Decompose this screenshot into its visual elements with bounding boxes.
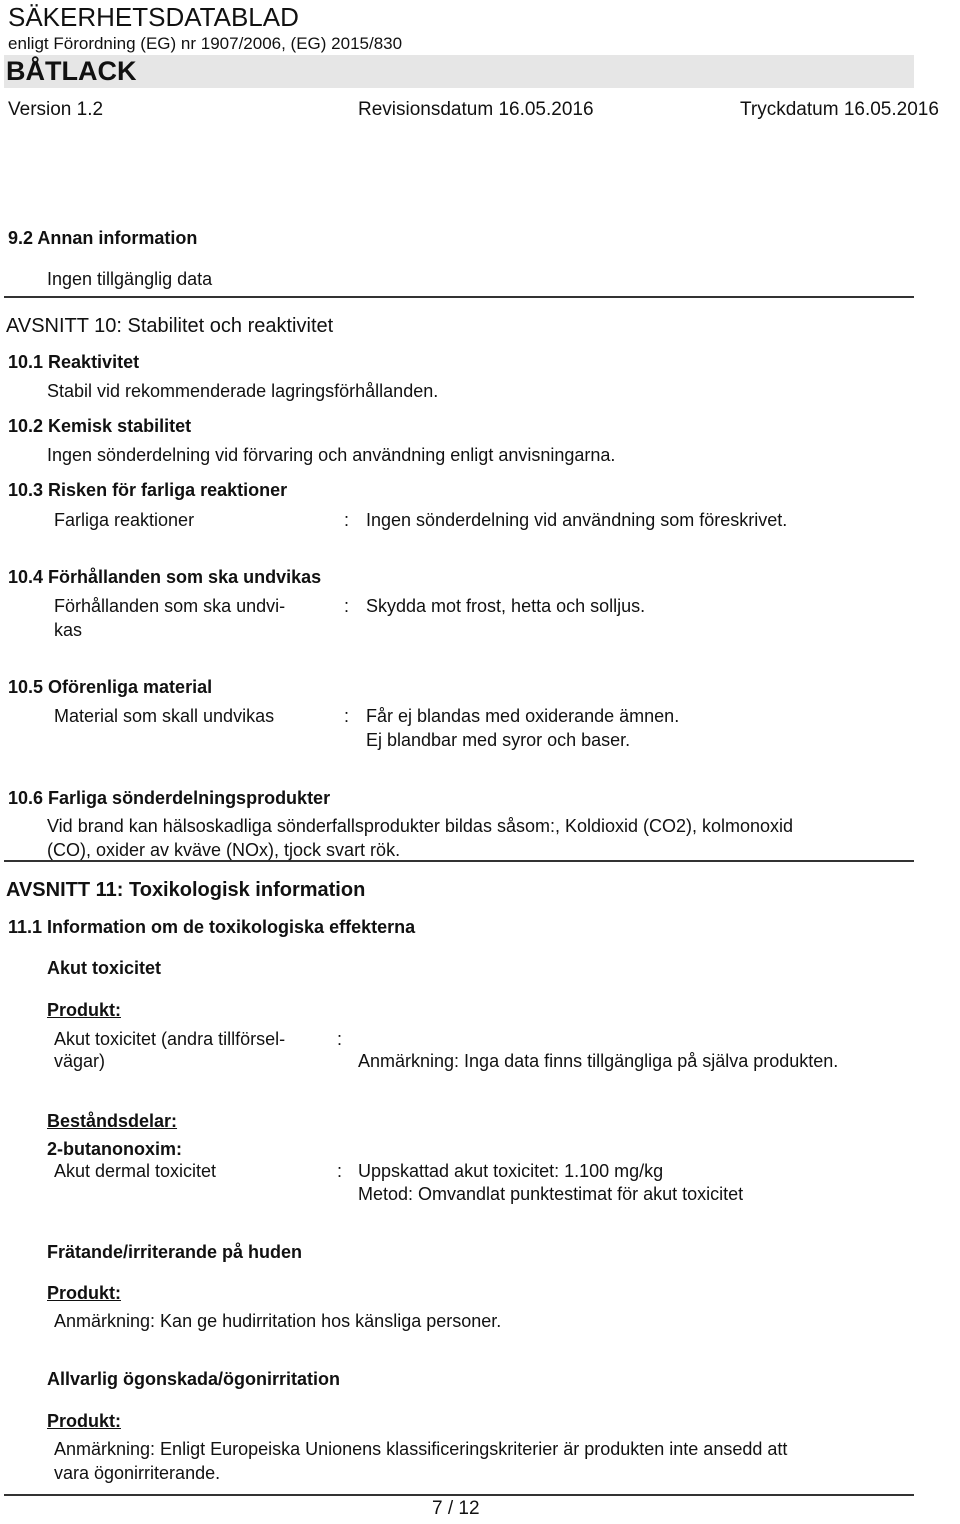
product-name-band xyxy=(4,55,914,88)
text-10-6-line2: (CO), oxider av kväve (NOx), tjock svart rök. xyxy=(47,840,401,860)
footer-divider xyxy=(4,1494,914,1496)
page-number: 7 / 12 xyxy=(432,1498,480,1519)
heading-10-5: 10.5 Oförenliga material xyxy=(8,677,213,697)
heading-acute-toxicity: Akut toxicitet xyxy=(47,958,162,978)
version-label: Version 1.2 xyxy=(8,99,104,120)
text-9-2: Ingen tillgänglig data xyxy=(47,269,213,289)
value-10-4: Skydda mot frost, hetta och solljus. xyxy=(366,596,646,616)
label-10-4-line2: kas xyxy=(54,620,83,640)
colon-10-4: : xyxy=(344,596,350,616)
regulation-reference: enligt Förordning (EG) nr 1907/2006, (EG) 2015/830 xyxy=(8,34,403,53)
colon-10-5: : xyxy=(344,706,350,726)
section-11-title: AVSNITT 11: Toxikologisk information xyxy=(6,879,366,901)
product-label-skin: Produkt: xyxy=(47,1283,121,1303)
colon-dermal: : xyxy=(337,1161,343,1181)
components-label: Beståndsdelar: xyxy=(47,1111,178,1131)
heading-skin-irritation: Frätande/irriterande på huden xyxy=(47,1242,303,1262)
heading-10-3: 10.3 Risken för farliga reaktioner xyxy=(8,480,288,500)
heading-10-6: 10.6 Farliga sönderdelningsprodukter xyxy=(8,788,331,808)
product-label-eye: Produkt: xyxy=(47,1411,121,1431)
value-dermal-line2: Metod: Omvandlat punktestimat för akut toxicitet xyxy=(358,1184,744,1204)
text-10-6-line1: Vid brand kan hälsoskadliga sönderfallsprodukter bildas såsom:, Koldioxid (CO2), kolmonoxid xyxy=(47,816,794,836)
heading-10-1: 10.1 Reaktivitet xyxy=(8,352,140,372)
text-10-2: Ingen sönderdelning vid förvaring och användning enligt anvisningarna. xyxy=(47,445,616,465)
product-label-acute: Produkt: xyxy=(47,1000,121,1020)
colon-10-3: : xyxy=(344,510,350,530)
heading-eye-damage: Allvarlig ögonskada/ögonirritation xyxy=(47,1369,341,1389)
document-title: SÄKERHETSDATABLAD xyxy=(8,2,299,32)
heading-9-2: 9.2 Annan information xyxy=(8,228,198,248)
product-name: BÅTLACK xyxy=(6,56,137,86)
label-10-5: Material som skall undvikas xyxy=(54,706,275,726)
text-eye-line1: Anmärkning: Enligt Europeiska Unionens klassificeringskriterier är produkten inte ansedd att xyxy=(54,1439,788,1459)
text-skin: Anmärkning: Kan ge hudirritation hos känsliga personer. xyxy=(54,1311,502,1331)
value-acute-other-routes: Anmärkning: Inga data finns tillgängliga på själva produkten. xyxy=(358,1051,839,1071)
value-dermal-line1: Uppskattad akut toxicitet: 1.100 mg/kg xyxy=(358,1161,664,1181)
value-10-5-line1: Får ej blandas med oxiderande ämnen. xyxy=(366,706,680,726)
section-divider xyxy=(4,860,914,862)
label-acute-other-routes-line2: vägar) xyxy=(54,1051,106,1071)
label-10-3: Farliga reaktioner xyxy=(54,510,195,530)
heading-10-4: 10.4 Förhållanden som ska undvikas xyxy=(8,567,322,587)
text-eye-line2: vara ögonirriterande. xyxy=(54,1463,221,1483)
label-10-4-line1: Förhållanden som ska undvi- xyxy=(54,596,286,616)
heading-11-1: 11.1 Information om de toxikologiska effekterna xyxy=(8,917,416,937)
component-name: 2-butanonoxim: xyxy=(47,1139,182,1159)
heading-10-2: 10.2 Kemisk stabilitet xyxy=(8,416,192,436)
text-10-1: Stabil vid rekommenderade lagringsförhållanden. xyxy=(47,381,439,401)
value-10-3: Ingen sönderdelning vid användning som föreskrivet. xyxy=(366,510,788,530)
section-divider xyxy=(4,296,914,298)
value-10-5-line2: Ej blandbar med syror och baser. xyxy=(366,730,631,750)
label-acute-other-routes-line1: Akut toxicitet (andra tillförsel- xyxy=(54,1029,286,1049)
colon-acute: : xyxy=(337,1029,343,1049)
print-date: Tryckdatum 16.05.2016 xyxy=(740,99,939,120)
label-dermal-toxicity: Akut dermal toxicitet xyxy=(54,1161,217,1181)
section-10-title: AVSNITT 10: Stabilitet och reaktivitet xyxy=(6,315,334,337)
revision-date: Revisionsdatum 16.05.2016 xyxy=(358,99,594,120)
